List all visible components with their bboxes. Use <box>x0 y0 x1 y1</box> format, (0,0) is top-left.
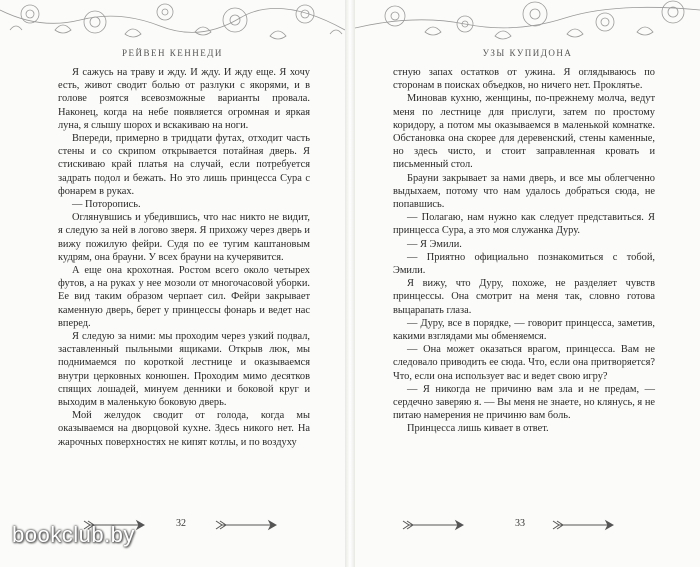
right-page <box>355 0 700 567</box>
paragraph: Я сажусь на траву и жду. И жду. И жду еще. Я хочу есть, живот сводит болью от разлуки с якорями, и в голове роятся всевозможные варианты провала. Наконец, когда на небе появляется огромная и яркая луна, я слышу шорох и вскакиваю на ноги. <box>58 67 310 131</box>
floral-ornament-left <box>0 0 345 44</box>
paragraph: Я следую за ними: мы проходим через узкий подвал, заставленный пыльными ящиками. Открыв люк, мы поднимаемся по короткой лестнице и оказываемся внутри церковных конюшен. Проходим мимо десятков спящих лошадей, минуем денники и боковой круг и выходим в маленькую боковую дверь. <box>58 331 310 409</box>
paragraph: Брауни закрывает за нами дверь, и все мы облегченно выдыхаем, потому что нам удалось добраться сюда, не попавшись. <box>393 172 655 211</box>
paragraph: — Поторопись. <box>72 199 141 211</box>
floral-ornament-right <box>355 0 700 44</box>
paragraph: — Я никогда не причиню вам зла и не предам, — сердечно заверяю я. — Вы меня не знаете, но клянусь, я не питаю намерения не причиню вам боль. <box>393 383 655 422</box>
book-gutter <box>345 0 355 567</box>
paragraph: Принцесса лишь кивает в ответ. <box>407 423 549 435</box>
paragraph: Мой желудок сводит от голода, когда мы оказываемся на дворцовой кухне. Здесь никого нет. На жарочных поверхностях не кипят котлы, и по воздуху <box>58 410 310 448</box>
paragraph: стную запах остатков от ужина. Я оглядываюсь по сторонам в поисках объедков, но ничего нет. Проклятье. <box>393 67 655 92</box>
running-head-right: УЗЫ КУПИДОНА <box>482 48 573 58</box>
paragraph: Оглянувшись и убедившись, что нас никто не видит, я следую за ней в логово зверя. Я прихожу через дверь и вижу пожилую фейри. Судя по ее тугим каштановым кудрям, она брауни. У всех брауни на кучерявится. <box>58 212 310 263</box>
running-head-left: РЕЙВЕН КЕННЕДИ <box>122 48 223 58</box>
site-watermark: bookclub.by <box>12 522 135 547</box>
arrow-ornament-right-2 <box>551 519 621 531</box>
paragraph: Миновав кухню, женщины, по-прежнему молча, ведут меня по лестнице для прислуги, затем по простому коридору, а потом мы оказываемся в маленькой комнатке. Обстановка она скорее для деревенский, стены каменные, но здесь чисто, и стоит заправленная кровать и письменный стол. <box>393 93 655 171</box>
left-page-text <box>58 66 310 449</box>
paragraph: Я вижу, что Дуру, похоже, не разделяет чувств принцессы. Она смотрит на меня так, словно готова выцарапать глаза. <box>393 278 655 316</box>
paragraph: — Она может оказаться врагом, принцесса. Вам не следовало приводить ее сюда. Что, если она притворяется? Что, если она использует вас и ведет свою игру? <box>393 344 655 382</box>
left-page <box>0 0 345 567</box>
paragraph: А еще она крохотная. Ростом всего около четырех футов, а на руках у нее мозоли от многочасовой уборки. Ее вид таким образом черпает сил. Фейри закрывает каменную дверь, берет у принцессы фонарь и ведет нас вперед. <box>58 265 310 329</box>
page-number-left: 32 <box>176 518 186 529</box>
paragraph: Впереди, примерно в тридцати футах, отходит часть стены и со скрипом открывается потайная дверь. Я стискиваю край платья на случай, если потребуется задрать подол и бежать. Но это лишь принцесса Сура с фонарем в руках. <box>58 133 310 197</box>
paragraph: — Я Эмили. <box>407 238 462 250</box>
page-number-right: 33 <box>515 518 525 529</box>
paragraph: — Полагаю, нам нужно как следует представиться. Я принцесса Сура, а это моя служанка Дуру. <box>393 212 655 237</box>
paragraph: — Дуру, все в порядке, — говорит принцесса, заметив, какими взглядами мы обменяемся. <box>393 317 655 343</box>
right-page-text <box>393 66 655 436</box>
arrow-ornament-left-2 <box>214 519 284 531</box>
arrow-ornament-right <box>401 519 471 531</box>
paragraph: — Приятно официально познакомиться с тобой, Эмили. <box>393 251 655 277</box>
